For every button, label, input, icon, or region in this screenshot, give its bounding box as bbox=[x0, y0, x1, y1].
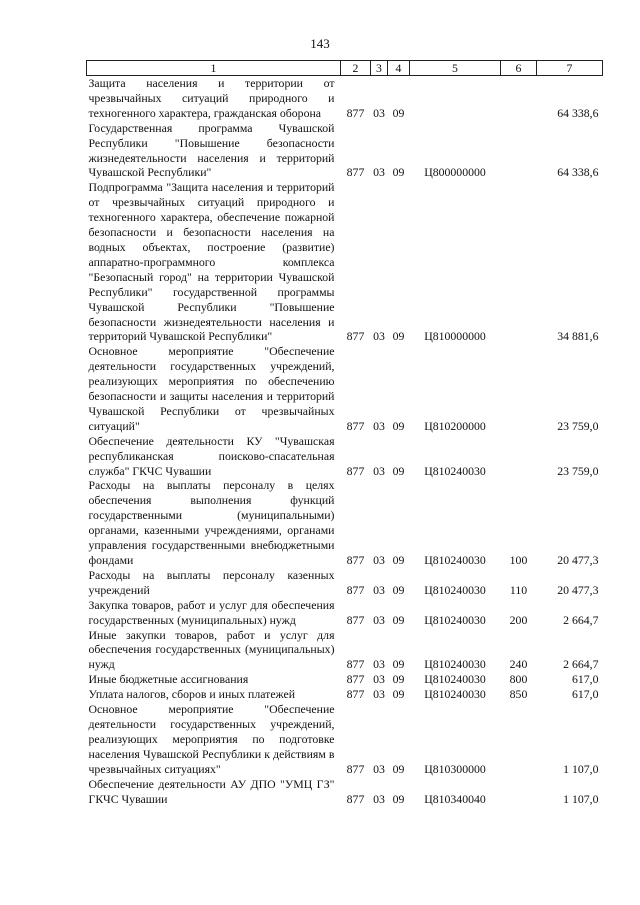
row-ministry-code: 877 bbox=[346, 791, 365, 806]
table-row bbox=[87, 76, 603, 121]
column-header-ministry: 2 bbox=[341, 61, 371, 76]
row-subsection-code: 09 bbox=[392, 791, 405, 806]
row-section-code: 03 bbox=[373, 761, 385, 776]
row-expense-type: 240 bbox=[509, 657, 528, 672]
table-row bbox=[87, 672, 603, 687]
table-body bbox=[87, 76, 603, 807]
row-name: Уплата налогов, сборов и иных платежей bbox=[88, 687, 296, 702]
row-section-code: 03 bbox=[373, 553, 385, 567]
row-expense-type: 100 bbox=[509, 553, 528, 567]
row-expense-type bbox=[501, 121, 537, 181]
row-name: Обеспечение деятельности КУ "Чувашская республиканская поисково-спасательная служба" ГКЧС Чувашии bbox=[88, 433, 335, 478]
row-name: Основное мероприятие "Обеспечение деятельности государственных учреждений, реализующих мероприятия по обеспечению безопасности и защиты населения и территорий Чувашской Республики от чрезвычайных ситуаций" bbox=[88, 344, 335, 433]
table-header bbox=[87, 61, 603, 76]
table-row bbox=[87, 598, 603, 628]
row-subsection-code: 09 bbox=[392, 329, 405, 344]
row-subsection-code: 09 bbox=[392, 687, 405, 702]
column-header-target: 5 bbox=[410, 61, 501, 76]
row-target-code bbox=[410, 76, 501, 121]
table-row bbox=[87, 702, 603, 777]
row-subsection-code: 09 bbox=[392, 553, 405, 567]
row-subsection-code: 09 bbox=[392, 105, 405, 120]
row-name: Иные закупки товаров, работ и услуг для обеспечения государственных (муниципальных) нужд bbox=[88, 627, 335, 672]
row-target-code: Ц800000000 bbox=[424, 165, 486, 180]
row-amount: 1 107,0 bbox=[563, 791, 599, 806]
table-row bbox=[87, 478, 603, 567]
column-header-name: 1 bbox=[87, 61, 341, 76]
row-target-code: Ц810240030 bbox=[424, 463, 486, 478]
row-target-code: Ц810000000 bbox=[424, 329, 486, 344]
row-ministry-code: 877 bbox=[346, 418, 365, 433]
row-expense-type: 200 bbox=[509, 612, 528, 627]
row-ministry-code: 877 bbox=[346, 165, 365, 180]
row-ministry-code: 877 bbox=[346, 612, 365, 627]
row-name: Защита населения и территории от чрезвычайных ситуаций природного и техногенного характера, гражданская оборона bbox=[88, 76, 335, 120]
row-expense-type bbox=[501, 76, 537, 121]
column-header-subsection: 4 bbox=[388, 61, 410, 76]
row-ministry-code: 877 bbox=[346, 329, 365, 344]
row-section-code: 03 bbox=[373, 582, 385, 597]
row-section-code: 03 bbox=[373, 657, 385, 672]
row-target-code: Ц810240030 bbox=[424, 672, 486, 687]
row-target-code: Ц810240030 bbox=[424, 553, 486, 567]
row-subsection-code: 09 bbox=[392, 463, 405, 478]
header-row bbox=[87, 61, 603, 76]
row-section-code: 03 bbox=[373, 672, 385, 687]
row-subsection-code: 09 bbox=[392, 612, 405, 627]
row-name: Иные бюджетные ассигнования bbox=[88, 672, 249, 687]
row-section-code: 03 bbox=[373, 612, 385, 627]
row-subsection-code: 09 bbox=[392, 672, 405, 687]
row-section-code: 03 bbox=[373, 418, 385, 433]
row-amount: 64 338,6 bbox=[557, 165, 599, 180]
table-row bbox=[87, 687, 603, 702]
row-target-code: Ц810240030 bbox=[424, 657, 486, 672]
column-header-section: 3 bbox=[371, 61, 388, 76]
row-amount: 20 477,3 bbox=[557, 582, 599, 597]
row-amount: 23 759,0 bbox=[557, 463, 599, 478]
table-row bbox=[87, 121, 603, 181]
row-section-code: 03 bbox=[373, 105, 385, 120]
row-amount: 64 338,6 bbox=[557, 105, 599, 120]
row-ministry-code: 877 bbox=[346, 553, 365, 567]
row-ministry-code: 877 bbox=[346, 657, 365, 672]
row-name: Государственная программа Чувашской Республики "Повышение безопасности жизнедеятельности населения и территорий Чувашской Республики" bbox=[88, 120, 335, 180]
row-expense-type bbox=[501, 702, 537, 777]
row-subsection-code: 09 bbox=[392, 761, 405, 776]
budget-table bbox=[86, 60, 603, 806]
row-target-code: Ц810240030 bbox=[424, 612, 486, 627]
row-section-code: 03 bbox=[373, 791, 385, 806]
row-subsection-code: 09 bbox=[392, 165, 405, 180]
row-target-code: Ц810300000 bbox=[424, 761, 486, 776]
table-row bbox=[87, 180, 603, 344]
row-ministry-code: 877 bbox=[346, 582, 365, 597]
row-expense-type: 110 bbox=[509, 582, 528, 597]
row-name: Обеспечение деятельности АУ ДПО "УМЦ ГЗ" ГКЧС Чувашии bbox=[88, 776, 335, 806]
row-ministry-code: 877 bbox=[346, 672, 365, 687]
row-expense-type: 800 bbox=[509, 672, 528, 687]
row-amount: 617,0 bbox=[571, 672, 599, 687]
row-name: Основное мероприятие "Обеспечение деятельности государственных учреждений, реализующих мероприятия по подготовке населения Чувашской Республики к действиям в чрезвычайных ситуациях" bbox=[88, 702, 335, 776]
row-ministry-code: 877 bbox=[346, 463, 365, 478]
row-subsection-code: 09 bbox=[392, 582, 405, 597]
row-amount: 2 664,7 bbox=[563, 612, 599, 627]
row-expense-type bbox=[501, 434, 537, 479]
row-expense-type bbox=[501, 344, 537, 433]
row-amount: 1 107,0 bbox=[563, 761, 599, 776]
row-expense-type bbox=[501, 777, 537, 807]
row-amount: 2 664,7 bbox=[563, 657, 599, 672]
row-name: Подпрограмма "Защита населения и территорий от чрезвычайных ситуаций природного и техногенного характера, обеспечение пожарной безопасности и безопасности населения на водных объектах, построение (развитие) аппаратно-программного комплекса "Безопасный город" на территории Чувашской Республики" государственной программы Чувашской Республики "Повышение безопасности жизнедеятельности населения и территорий Чувашской Республики" bbox=[88, 180, 335, 344]
table-row bbox=[87, 777, 603, 807]
row-target-code: Ц810240030 bbox=[424, 582, 486, 597]
table-row bbox=[87, 628, 603, 673]
table-row bbox=[87, 344, 603, 433]
table-row bbox=[87, 568, 603, 598]
row-name: Расходы на выплаты персоналу в целях обеспечения выполнения функций государственными (муниципальными) органами, казенными учреждениями, органами управления государственными внебюджетными фондами bbox=[88, 478, 335, 567]
row-target-code: Ц810200000 bbox=[424, 418, 486, 433]
row-ministry-code: 877 bbox=[346, 105, 365, 120]
row-section-code: 03 bbox=[373, 687, 385, 702]
row-section-code: 03 bbox=[373, 329, 385, 344]
row-ministry-code: 877 bbox=[346, 687, 365, 702]
row-amount: 34 881,6 bbox=[557, 329, 599, 344]
column-header-amount: 7 bbox=[537, 61, 603, 76]
row-section-code: 03 bbox=[373, 165, 385, 180]
row-name: Расходы на выплаты персоналу казенных учреждений bbox=[88, 567, 335, 597]
page-number: 143 bbox=[310, 36, 330, 51]
row-amount: 23 759,0 bbox=[557, 418, 599, 433]
row-target-code: Ц810240030 bbox=[424, 687, 486, 702]
row-subsection-code: 09 bbox=[392, 657, 405, 672]
row-subsection-code: 09 bbox=[392, 418, 405, 433]
row-ministry-code: 877 bbox=[346, 761, 365, 776]
row-expense-type: 850 bbox=[509, 687, 528, 702]
row-amount: 617,0 bbox=[571, 687, 599, 702]
table-row bbox=[87, 434, 603, 479]
row-name: Закупка товаров, работ и услуг для обеспечения государственных (муниципальных) нужд bbox=[88, 597, 335, 627]
row-target-code: Ц810340040 bbox=[424, 791, 486, 806]
row-amount: 20 477,3 bbox=[557, 553, 599, 567]
row-section-code: 03 bbox=[373, 463, 385, 478]
column-header-expense-type: 6 bbox=[501, 61, 537, 76]
row-expense-type bbox=[501, 180, 537, 344]
